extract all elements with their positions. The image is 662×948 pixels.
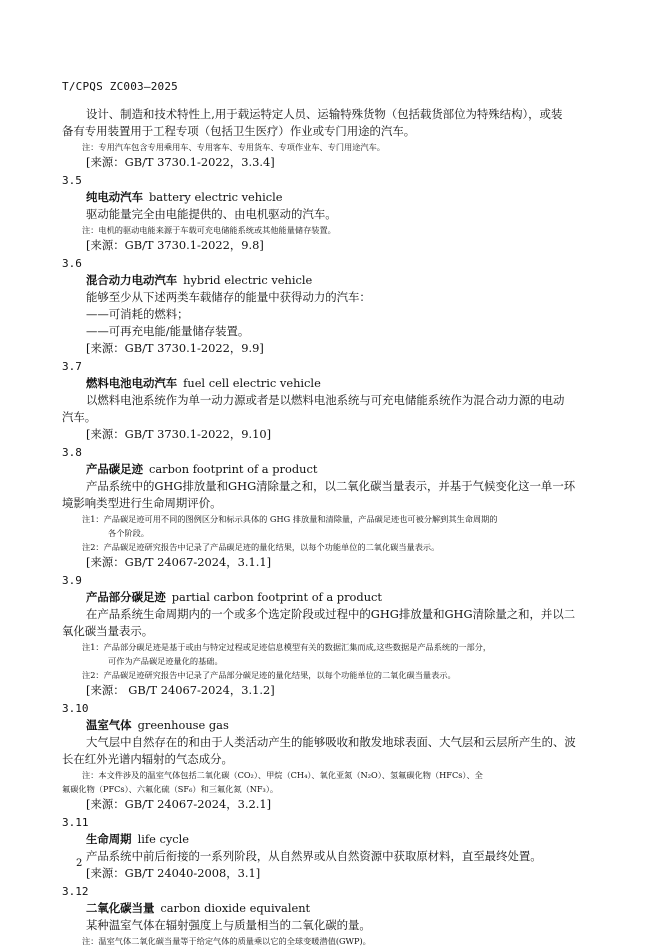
list-item: ——可再充电能/能量储存装置。 (86, 324, 250, 338)
note-text: 注：电机的驱动电能来源于车载可充电储能系统或其他能量储存装置。 (82, 225, 336, 235)
term-english: carbon dioxide equivalent (160, 901, 311, 915)
clause-number: 3.5 (62, 174, 82, 187)
clause-number: 3.9 (62, 574, 82, 587)
term-english: greenhouse gas (137, 718, 229, 732)
definition-text: 以燃料电池系统作为单一动力源或者是以燃料电池系统与可充电储能系统作为混合动力源的电动 (86, 393, 565, 407)
definition-text: 汽车。 (62, 410, 97, 424)
term-english: hybrid electric vehicle (183, 273, 313, 287)
clause-number: 3.8 (62, 446, 82, 459)
note-text: 氟碳化物（PFCs）、六氟化硫（SF₆）和三氟化氮（NF₃）。 (62, 784, 279, 794)
definition-text: 某种温室气体在辐射强度上与质量相当的二氧化碳的量。 (86, 918, 371, 932)
standard-code-header: T/CPQS ZC003—2025 (62, 80, 178, 93)
term-heading (62, 717, 602, 734)
source-reference: [来源：GB/T 3730.1-2022，9.9] (86, 341, 264, 355)
note-text: 注：本文件涉及的温室气体包括二氧化碳（CO₂）、甲烷（CH₄）、氧化亚氮（N₂O）、氢氟碳化物（HFCs）、全 (82, 770, 483, 780)
definition-text: 在产品系统生命周期内的一个或多个选定阶段或过程中的GHG排放量和GHG清除量之和，并以二 (86, 607, 576, 621)
source-reference: [来源：GB/T 3730.1-2022，9.10] (86, 427, 272, 441)
source-reference: [来源： GB/T 24067-2024，3.1.2] (86, 683, 275, 697)
definition-text: 产品系统中前后衔接的一系列阶段，从自然界或从自然资源中获取原材料，直至最终处置。 (86, 849, 542, 863)
definition-text: 大气层中自然存在的和由于人类活动产生的能够吸收和散发地球表面、大气层和云层所产生的、波 (86, 735, 576, 749)
definition-text: 设计、制造和技术特性上,用于载运特定人员、运输特殊货物（包括载货部位为特殊结构），或装 (86, 107, 563, 121)
clause-number: 3.6 (62, 257, 82, 270)
clause-number: 3.11 (62, 816, 89, 829)
term-english: carbon footprint of a product (148, 462, 318, 476)
source-reference: [来源：GB/T 24067-2024，3.1.1] (86, 555, 272, 569)
document-body (62, 106, 602, 948)
term-heading (62, 375, 602, 392)
source-reference: [来源：GB/T 3730.1-2022，3.3.4] (86, 155, 275, 169)
term-english: fuel cell electric vehicle (183, 376, 321, 390)
term-english: partial carbon footprint of a product (171, 590, 382, 604)
term-chinese: 混合动力电动汽车 (86, 273, 178, 287)
list-item: ——可消耗的燃料； (86, 307, 189, 321)
note-text: 注2：产品碳足迹研究报告中记录了产品碳足迹的量化结果，以每个功能单位的二氧化碳当量表示。 (82, 542, 440, 552)
term-chinese: 产品碳足迹 (86, 462, 143, 476)
clause-number: 3.7 (62, 360, 82, 373)
page-number: 2 (76, 858, 83, 869)
definition-text: 长在红外光谱内辐射的气态成分。 (62, 752, 233, 766)
note-text: 可作为产品碳足迹量化的基础。 (108, 656, 223, 666)
source-reference: [来源：GB/T 24067-2024，3.2.1] (86, 797, 272, 811)
term-heading (62, 900, 602, 917)
term-heading (62, 461, 602, 478)
term-chinese: 生命周期 (86, 832, 132, 846)
note-text: 注：专用汽车包含专用乘用车、专用客车、专用货车、专项作业车、专门用途汽车。 (82, 142, 385, 152)
clause-number: 3.10 (62, 702, 89, 715)
term-chinese: 燃料电池电动汽车 (86, 376, 178, 390)
term-chinese: 产品部分碳足迹 (86, 590, 166, 604)
term-heading (62, 831, 602, 848)
term-heading (62, 589, 602, 606)
clause-number: 3.12 (62, 885, 89, 898)
definition-text: 备有专用装置用于工程专项（包括卫生医疗）作业或专门用途的汽车。 (62, 124, 416, 138)
source-reference: [来源：GB/T 24040-2008，3.1] (86, 866, 261, 880)
definition-text: 氧化碳当量表示。 (62, 624, 154, 638)
note-text: 注1：产品碳足迹可用不同的图例区分和标示具体的 GHG 排放量和清除量，产品碳足迹也可被分解到其生命周期的 (82, 514, 498, 524)
definition-text: 境影响类型进行生命周期评价。 (62, 496, 222, 510)
definition-text: 驱动能量完全由电能提供的、由电机驱动的汽车。 (86, 207, 337, 221)
note-text: 注1：产品部分碳足迹是基于或由与特定过程或足迹信息模型有关的数据汇集而成,这些数据是产品系统的一部分， (82, 642, 492, 652)
term-chinese: 二氧化碳当量 (86, 901, 155, 915)
note-text: 各个阶段。 (108, 528, 149, 538)
note-text: 注：温室气体二氧化碳当量等于给定气体的质量乘以它的全球变暖潜值(GWP)。 (82, 936, 371, 946)
term-heading (62, 272, 602, 289)
source-reference: [来源：GB/T 3730.1-2022，9.8] (86, 238, 264, 252)
term-chinese: 纯电动汽车 (86, 190, 143, 204)
definition-text: 产品系统中的GHG排放量和GHG清除量之和，以二氧化碳当量表示，并基于气候变化这一单一环 (86, 479, 576, 493)
term-heading (62, 189, 602, 206)
term-chinese: 温室气体 (86, 718, 132, 732)
definition-text: 能够至少从下述两类车载储存的能量中获得动力的汽车： (86, 290, 371, 304)
term-english: battery electric vehicle (148, 190, 283, 204)
term-english: life cycle (137, 832, 190, 846)
note-text: 注2：产品碳足迹研究报告中记录了产品部分碳足迹的量化结果，以每个功能单位的二氧化碳当量表示。 (82, 670, 456, 680)
